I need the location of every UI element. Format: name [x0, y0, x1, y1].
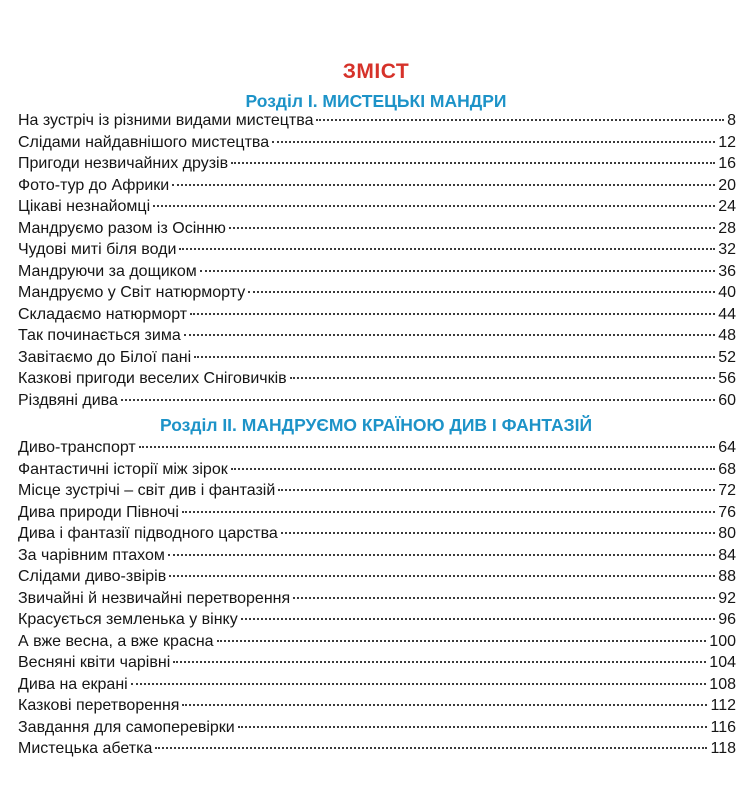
toc-entry-title: Завітаємо до Білої пані	[18, 348, 192, 366]
dot-leader	[139, 446, 715, 448]
toc-entry-page-number: 48	[718, 327, 736, 344]
toc-entry	[18, 545, 736, 567]
toc-entry-title: Казкові перетворення	[18, 697, 180, 714]
toc-entry	[18, 631, 736, 653]
toc-entry-title: Фантастичні історії між зірок	[18, 460, 228, 478]
dot-leader	[238, 726, 708, 728]
toc-entry	[18, 218, 736, 240]
toc-entry	[18, 566, 736, 588]
dot-leader	[293, 597, 715, 599]
dot-leader	[272, 141, 715, 143]
dot-leader	[169, 575, 715, 577]
toc-entry-title: Фото-тур до Африки	[18, 176, 170, 194]
toc-entry-title: Дива і фантазії підводного царства	[18, 525, 278, 542]
dot-leader	[168, 554, 715, 556]
toc-entry-page-number: 68	[718, 460, 736, 478]
toc-entry-title: Мандруючи за дощиком	[18, 262, 197, 280]
toc-entry	[18, 437, 736, 459]
toc-entry-page-number: 44	[718, 305, 736, 323]
toc-entry	[18, 609, 736, 631]
toc-entry-page-number: 8	[727, 112, 736, 129]
toc-entry-title: Казкові пригоди веселих Сніговичків	[18, 370, 287, 387]
dot-leader	[155, 747, 707, 749]
toc-entry-page-number: 12	[718, 133, 736, 151]
toc-list-section-1	[18, 110, 736, 411]
section-heading: Розділ ІІ. МАНДРУЄМО КРАЇНОЮ ДИВ І ФАНТАЗІЙ	[159, 415, 593, 435]
toc-entry	[18, 588, 736, 610]
toc-entry-page-number: 64	[718, 439, 736, 456]
toc-entry	[18, 261, 736, 283]
toc-entry-page-number: 118	[710, 740, 736, 757]
toc-list-section-2	[18, 437, 736, 760]
dot-leader	[173, 661, 706, 663]
toc-entry	[18, 304, 736, 326]
toc-entry-page-number: 60	[718, 391, 736, 409]
toc-entry	[18, 175, 736, 197]
toc-entry-page-number: 92	[718, 589, 736, 607]
dot-leader	[278, 489, 715, 491]
toc-entry	[18, 347, 736, 369]
toc-entry-page-number: 36	[718, 262, 736, 280]
dot-leader	[248, 291, 715, 293]
toc-entry	[18, 153, 736, 175]
toc-entry	[18, 368, 736, 390]
toc-entry-page-number: 76	[718, 503, 736, 521]
toc-entry-page-number: 112	[710, 697, 736, 714]
toc-entry-title: Цікаві незнайомці	[18, 198, 151, 215]
dot-leader	[182, 511, 715, 513]
toc-entry-title: Пригоди незвичайних друзів	[18, 155, 229, 172]
dot-leader	[131, 683, 707, 685]
section-heading: Розділ І. МИСТЕЦЬКІ МАНДРИ	[245, 91, 507, 111]
dot-leader	[121, 399, 715, 401]
toc-entry-title: Мандруємо разом із Осінню	[18, 219, 226, 237]
toc-entry	[18, 502, 736, 524]
toc-entry-page-number: 72	[718, 482, 736, 499]
toc-entry	[18, 459, 736, 481]
toc-entry-page-number: 28	[718, 219, 736, 237]
toc-entry-title: Мистецька абетка	[18, 740, 153, 757]
toc-entry-title: Складаємо натюрморт	[18, 305, 188, 323]
toc-entry-title: Чудові миті біля води	[18, 241, 177, 258]
toc-entry-title: Диво-транспорт	[18, 439, 136, 456]
toc-entry	[18, 132, 736, 154]
toc-entry	[18, 110, 736, 132]
toc-entry-page-number: 80	[718, 525, 736, 542]
toc-entry	[18, 390, 736, 412]
toc-entry-title: А вже весна, а вже красна	[18, 632, 214, 650]
dot-leader	[231, 162, 715, 164]
toc-entry-page-number: 32	[718, 241, 736, 258]
dot-leader	[231, 468, 715, 470]
toc-entry	[18, 674, 736, 696]
toc-entry-title: За чарівним птахом	[18, 546, 165, 564]
dot-leader	[184, 334, 715, 336]
toc-entry-title: Дива на екрані	[18, 675, 128, 693]
toc-entry-title: Слідами диво-звірів	[18, 568, 167, 585]
dot-leader	[172, 184, 715, 186]
toc-entry-page-number: 56	[718, 370, 736, 387]
toc-entry	[18, 196, 736, 218]
dot-leader	[194, 356, 715, 358]
toc-entry	[18, 523, 736, 545]
toc-entry-page-number: 84	[718, 546, 736, 564]
toc-entry-title: Місце зустрічі – світ див і фантазій	[18, 482, 276, 499]
toc-entry	[18, 738, 736, 760]
dot-leader	[290, 377, 716, 379]
toc-entry-title: Мандруємо у Світ натюрморту	[18, 284, 246, 301]
toc-entry	[18, 239, 736, 261]
toc-entry-title: Красується земленька у вінку	[18, 611, 238, 628]
dot-leader	[190, 313, 715, 315]
toc-entry-page-number: 52	[718, 348, 736, 366]
toc-entry-page-number: 108	[709, 675, 736, 693]
toc-entry-page-number: 16	[718, 155, 736, 172]
dot-leader	[281, 532, 715, 534]
toc-entry	[18, 325, 736, 347]
dot-leader	[179, 248, 715, 250]
toc-entry-page-number: 100	[709, 632, 736, 650]
dot-leader	[241, 618, 715, 620]
toc-entry-page-number: 96	[718, 611, 736, 628]
page-title: ЗМІСТ	[342, 60, 410, 83]
dot-leader	[229, 227, 715, 229]
dot-leader	[316, 119, 724, 121]
dot-leader	[182, 704, 707, 706]
toc-entry-title: На зустріч із різними видами мистецтва	[18, 112, 314, 129]
toc-entry-title: Весняні квіти чарівні	[18, 654, 171, 671]
toc-entry-page-number: 88	[718, 568, 736, 585]
toc-entry	[18, 480, 736, 502]
toc-entry-title: Дива природи Півночі	[18, 503, 179, 521]
dot-leader	[217, 640, 707, 642]
toc-entry-title: Слідами найдавнішого мистецтва	[18, 133, 270, 151]
toc-entry-page-number: 116	[710, 718, 736, 736]
toc-entry-page-number: 104	[709, 654, 736, 671]
toc-entry-page-number: 20	[718, 176, 736, 194]
dot-leader	[200, 270, 715, 272]
toc-entry-title: Звичайні й незвичайні перетворення	[18, 589, 291, 607]
toc-entry-page-number: 24	[718, 198, 736, 215]
dot-leader	[153, 205, 715, 207]
toc-entry	[18, 282, 736, 304]
toc-entry	[18, 695, 736, 717]
toc-entry	[18, 717, 736, 739]
toc-entry	[18, 652, 736, 674]
toc-entry-page-number: 40	[718, 284, 736, 301]
toc-entry-title: Завдання для самоперевірки	[18, 718, 235, 736]
toc-entry-title: Так починається зима	[18, 327, 181, 344]
toc-entry-title: Різдвяні дива	[18, 391, 118, 409]
